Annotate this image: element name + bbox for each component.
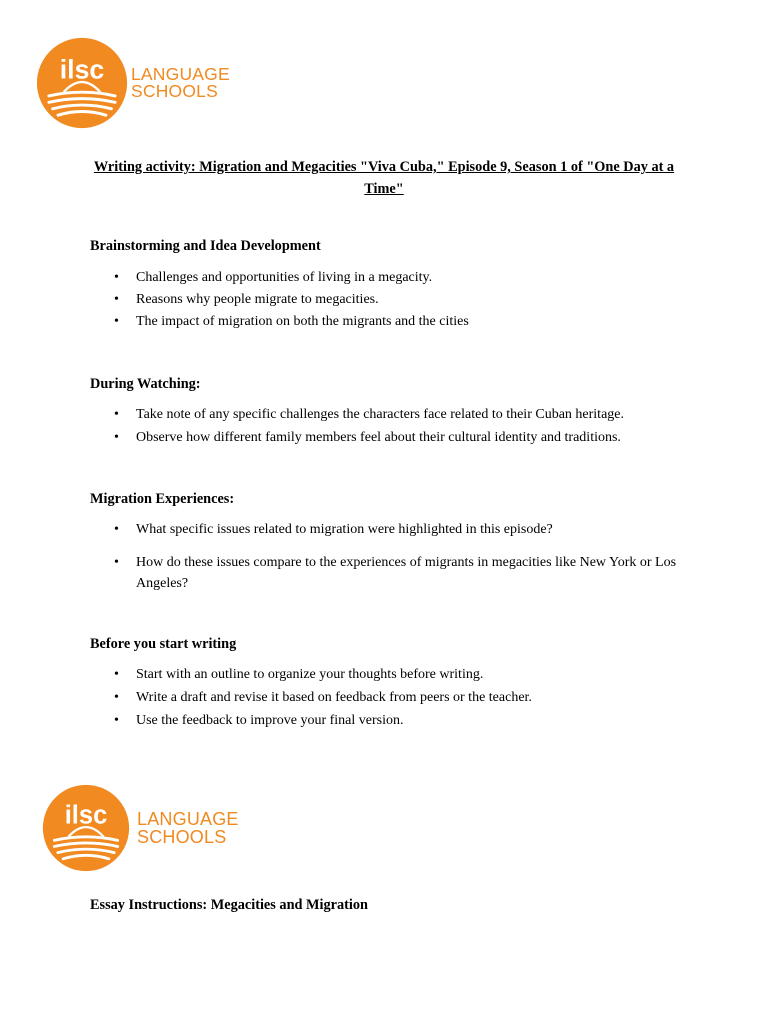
logo-mark-text: ilsc <box>59 54 105 85</box>
bullet-dot: • <box>114 667 119 682</box>
logo-line-2: SCHOOLS <box>137 827 227 847</box>
list-item: • Challenges and opportunities of living in a megacity. <box>114 270 433 285</box>
bullet-dot: • <box>114 407 119 422</box>
bullet-list-before-writing <box>90 666 532 730</box>
logo-line-2: SCHOOLS <box>131 81 218 101</box>
bullet-list-during-watching <box>90 406 624 447</box>
section-heading-before-writing: Before you start writing <box>90 636 237 652</box>
bullet-dot: • <box>114 430 119 445</box>
bullet-list-migration-experiences <box>90 521 690 594</box>
list-item: • Take note of any specific challenges the characters face related to their Cuban heritage. <box>114 407 624 422</box>
bullet-dot: • <box>114 713 119 728</box>
list-item: • Reasons why people migrate to megacities. <box>114 292 379 307</box>
document-title: Writing activity: Migration and Megacities "Viva Cuba," Episode 9, Season 1 of "One Day at a Time" <box>93 159 675 197</box>
logo-line-1: LANGUAGE <box>131 63 230 84</box>
section-heading-brainstorming: Brainstorming and Idea Development <box>90 238 321 254</box>
logo-mark-text: ilsc <box>64 801 108 830</box>
section-heading-during-watching: During Watching: <box>90 376 201 392</box>
section-heading-migration-experiences: Migration Experiences: <box>90 491 235 507</box>
list-item: • How do these issues compare to the experiences of migrants in megacities like New York or Los Angeles? <box>90 552 690 594</box>
list-item: • What specific issues related to migration were highlighted in this episode? <box>114 522 553 537</box>
bullet-dot: • <box>114 314 119 329</box>
bullet-dot: • <box>114 292 119 307</box>
ilsc-sun-logo-icon <box>42 784 130 872</box>
list-item: • The impact of migration on both the migrants and the cities <box>114 314 469 329</box>
bullet-dot: • <box>114 270 119 285</box>
bullet-list-brainstorming <box>90 269 469 331</box>
ilsc-logo <box>36 37 230 129</box>
ilsc-logo-second <box>42 784 239 872</box>
ilsc-sun-logo-icon <box>36 37 128 129</box>
logo-line-1: LANGUAGE <box>137 809 239 829</box>
essay-instructions-heading: Essay Instructions: Megacities and Migration <box>90 897 368 913</box>
list-item: • Observe how different family members feel about their cultural identity and traditions. <box>114 430 621 445</box>
list-item: • Use the feedback to improve your final version. <box>114 713 404 728</box>
logo-wordmark <box>137 810 239 846</box>
bullet-dot: • <box>114 522 119 537</box>
bullet-dot: • <box>114 555 119 570</box>
list-item: • Start with an outline to organize your thoughts before writing. <box>114 667 484 682</box>
bullet-dot: • <box>114 690 119 705</box>
list-item: • Write a draft and revise it based on feedback from peers or the teacher. <box>114 690 532 705</box>
logo-wordmark <box>131 63 230 101</box>
